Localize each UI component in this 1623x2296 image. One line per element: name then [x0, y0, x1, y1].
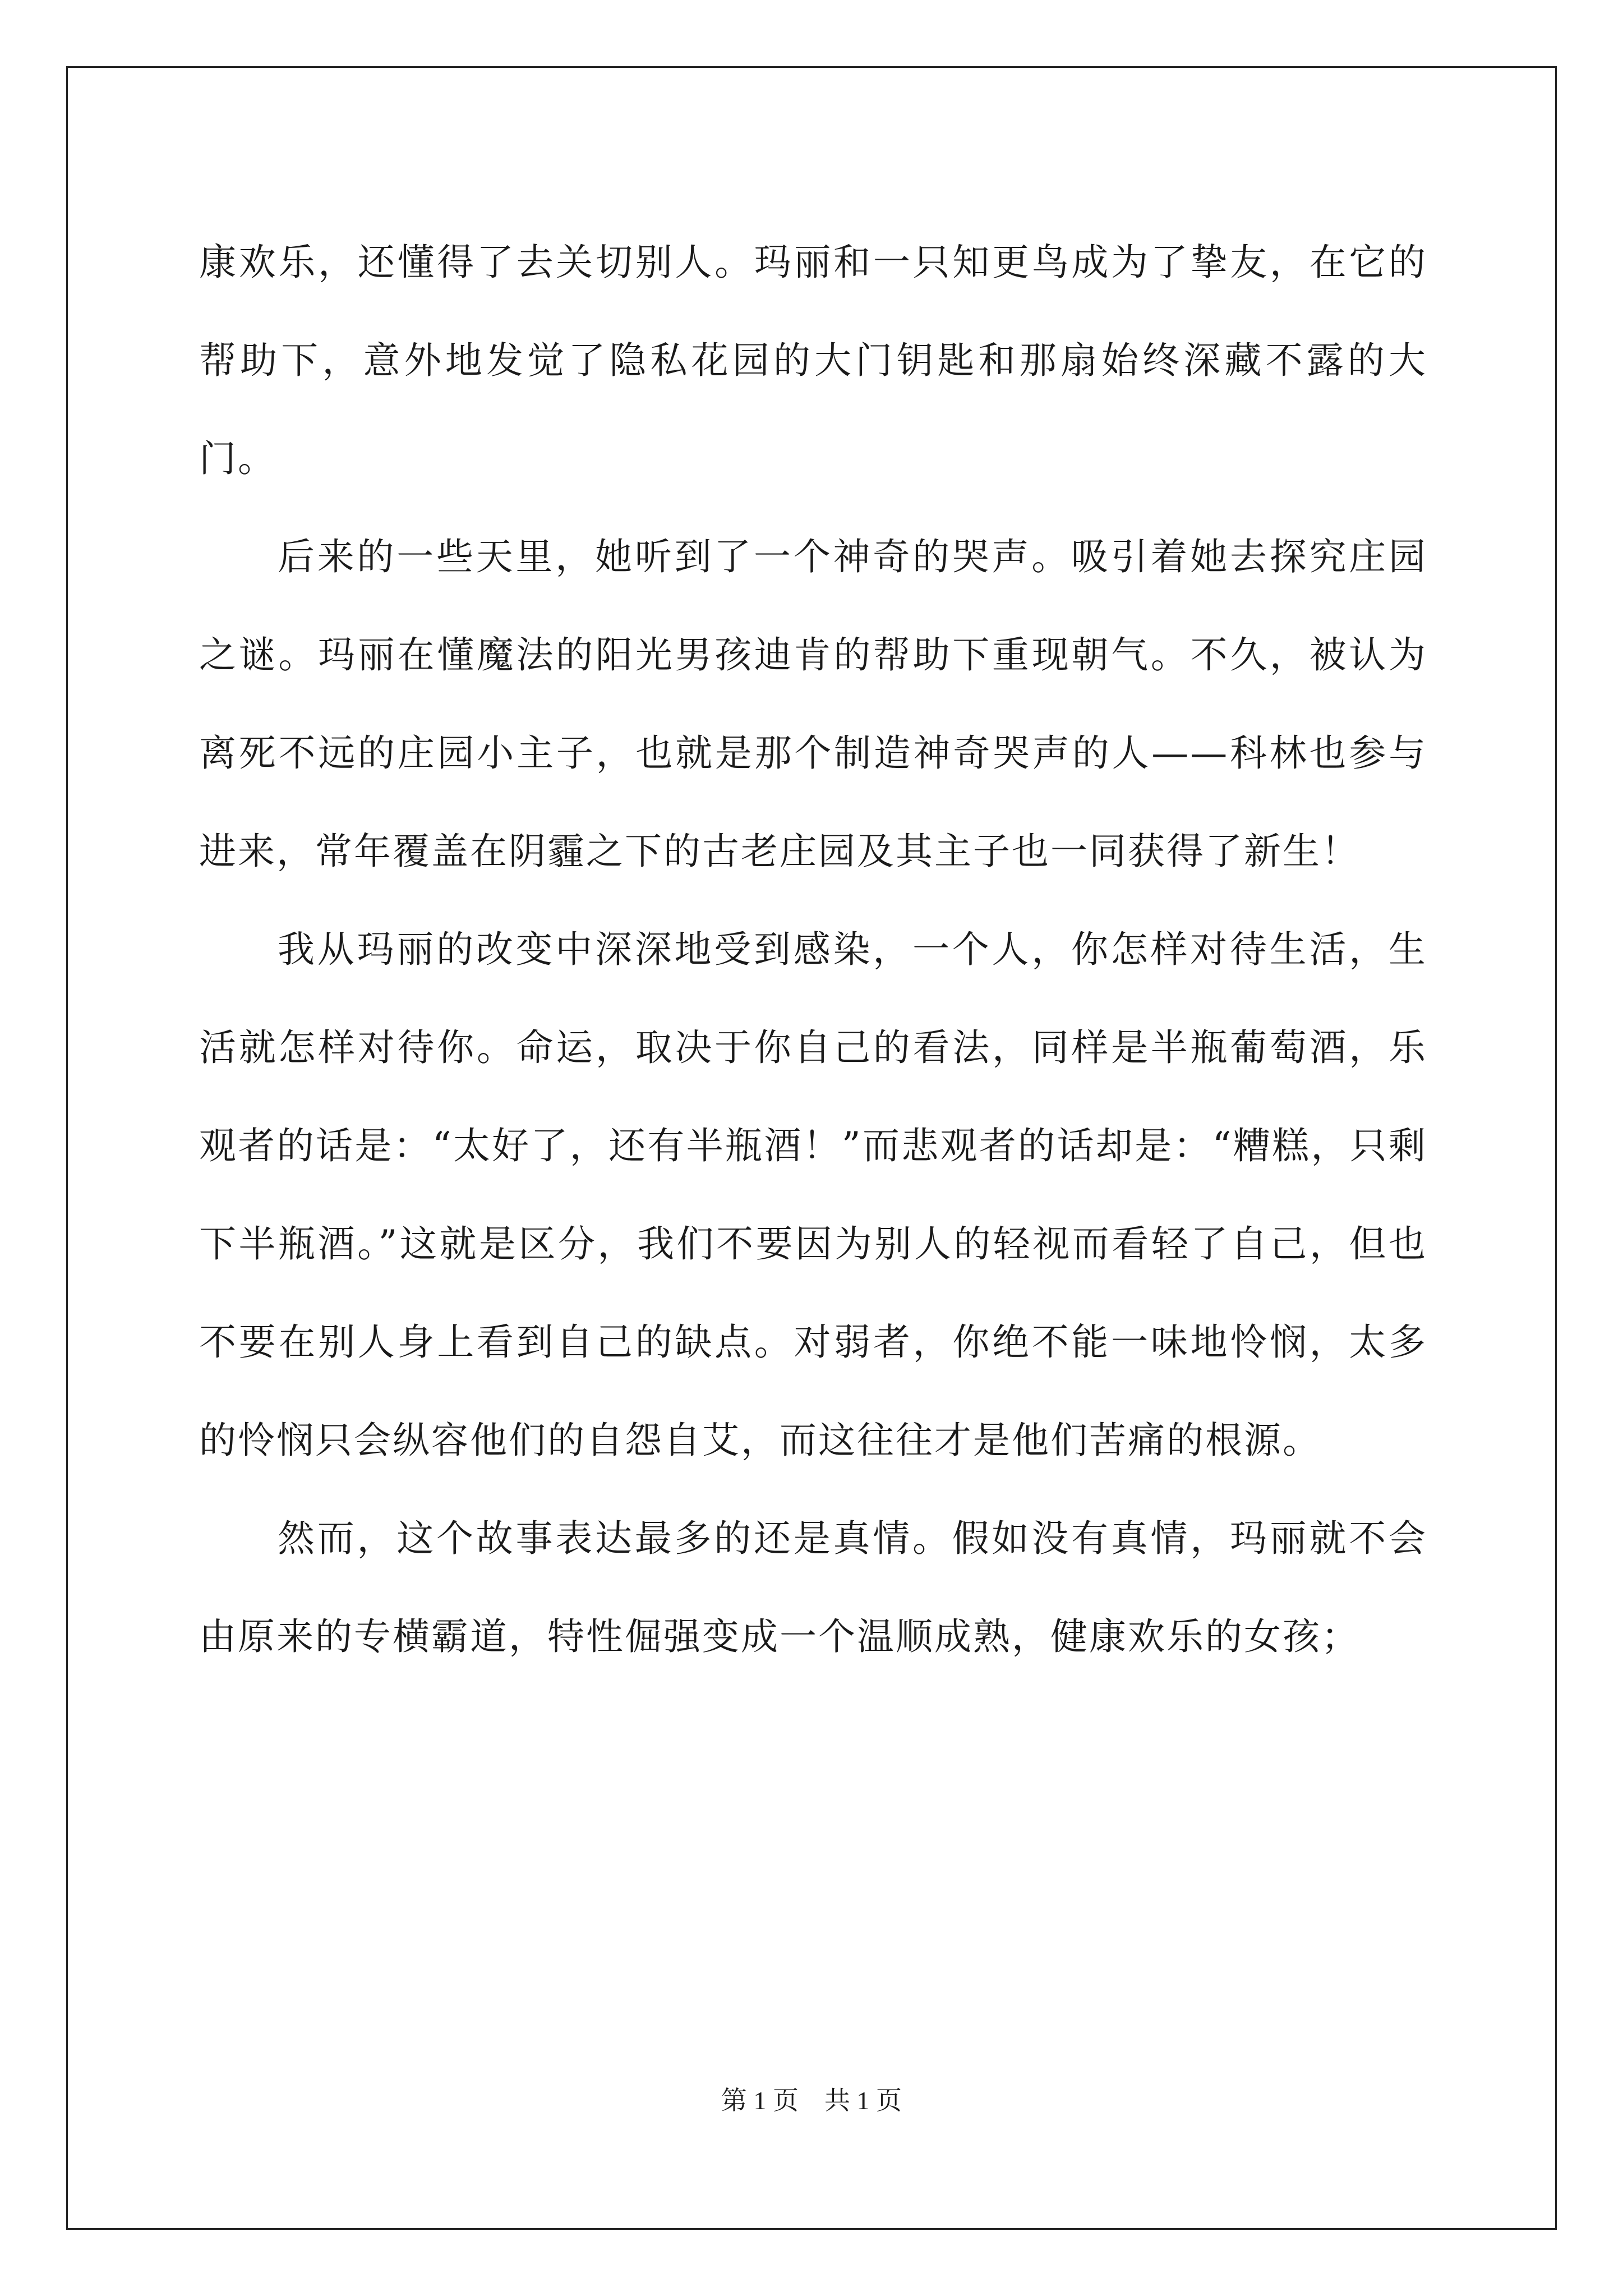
paragraph-continuation: 康欢乐，还懂得了去关切别人。玛丽和一只知更鸟成为了挚友，在它的帮助下，意外地发觉了隐私花园的大门钥匙和那扇始终深藏不露的大门。	[199, 241, 1427, 480]
paragraph-secret-crying: 后来的一些天里，她听到了一个神奇的哭声。吸引着她去探究庄园之谜。玛丽在懂魔法的阳光男孩迪肯的帮助下重现朝气。不久，被认为离死不远的庄园小主子，也就是那个制造神奇哭声的人——科林也参与进来，常年覆盖在阴霾之下的古老庄园及其主子也一同获得了新生！	[199, 535, 1427, 873]
paragraph-true-feeling: 然而，这个故事表达最多的还是真情。假如没有真情，玛丽就不会由原来的专横霸道，特性倔强变成一个温顺成熟，健康欢乐的女孩；	[199, 1517, 1427, 1658]
paragraph-life-attitude: 我从玛丽的改变中深深地受到感染，一个人，你怎样对待生活，生活就怎样对待你。命运，取决于你自己的看法，同样是半瓶葡萄酒，乐观者的话是：“太好了，还有半瓶酒！”而悲观者的话却是：“糟糕，只剩下半瓶酒。”这就是区分，我们不要因为别人的轻视而看轻了自己，但也不要在别人身上看到自己的缺点。对弱者，你绝不能一味地怜悯，太多的怜悯只会纵容他们的自怨自艾，而这往往才是他们苦痛的根源。	[199, 928, 1427, 1462]
document-body	[199, 213, 1427, 1686]
page-total: 共 1 页	[824, 2086, 902, 2115]
page-number: 第 1 页	[721, 2086, 799, 2115]
page-footer	[0, 2080, 1623, 2117]
